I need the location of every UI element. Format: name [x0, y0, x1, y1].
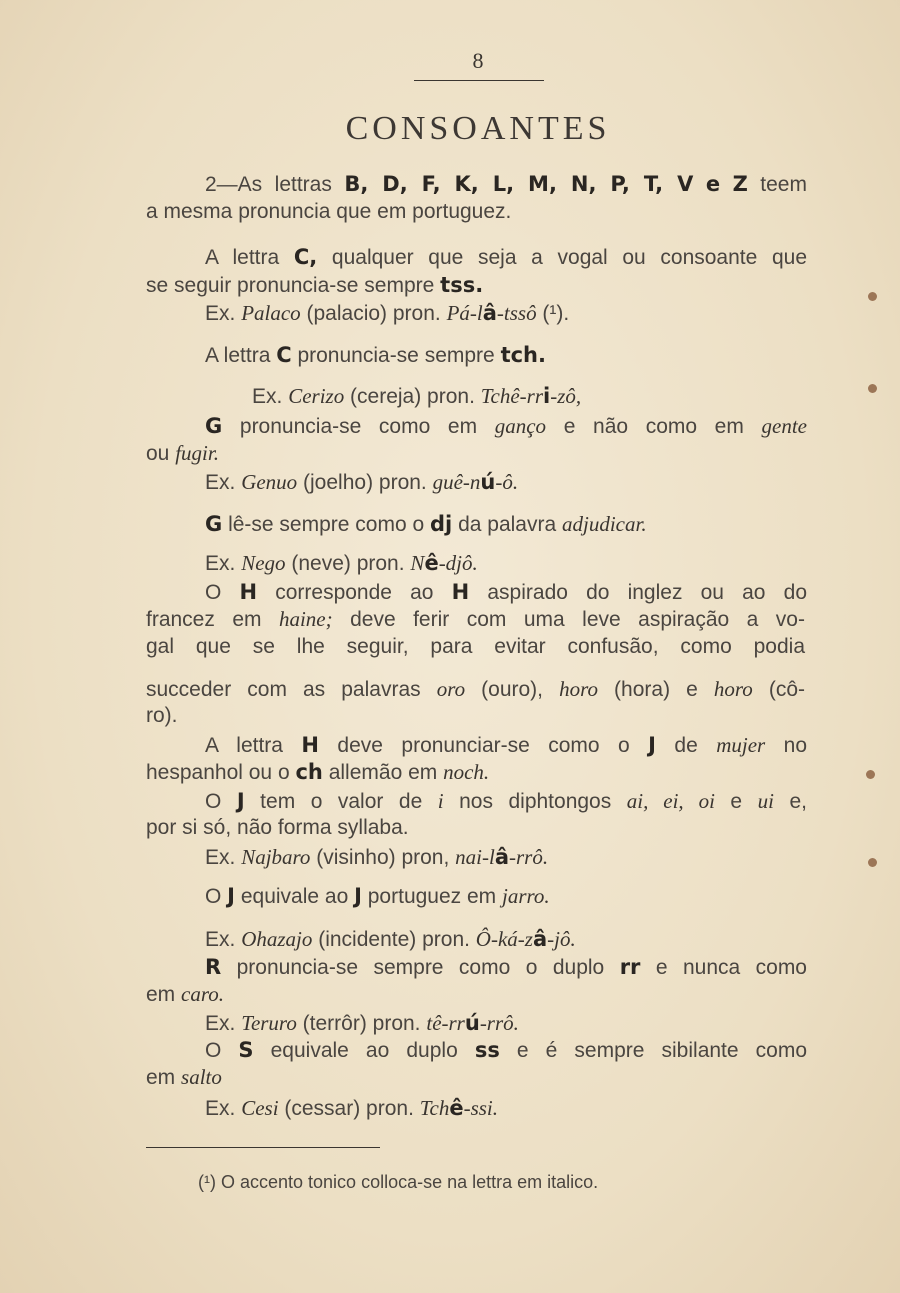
ink-spot	[868, 292, 877, 301]
text-run: Ex.	[205, 846, 242, 869]
text-run: portuguez em	[361, 885, 503, 908]
bold-letter: J	[227, 884, 235, 908]
text-run: (cô-	[752, 678, 806, 701]
text-run: nos diphtongos	[443, 790, 627, 813]
text-run: Ex.	[252, 385, 289, 408]
bold-letter: G	[205, 414, 223, 438]
italic-word: mujer	[716, 733, 766, 757]
text-run: equivale ao duplo	[253, 1039, 475, 1062]
italic-word: tê-rr	[426, 1011, 465, 1035]
text-line	[146, 982, 224, 1007]
text-line	[205, 927, 576, 952]
text-line	[146, 607, 805, 632]
italic-word: Tchê-rr	[480, 384, 543, 408]
italic-word: -jô.	[547, 927, 576, 951]
text-run: (ouro),	[465, 678, 560, 701]
text-run: ou	[146, 442, 176, 465]
text-run: pronuncia-se como em	[222, 415, 495, 438]
italic-word: Tch	[419, 1096, 450, 1120]
bold-letter: ú	[464, 1011, 480, 1035]
footnote: (¹) O accento tonico colloca-se na lettra em italico.	[198, 1172, 599, 1192]
bold-letter: â	[532, 927, 548, 951]
bold-letter: C	[276, 343, 292, 367]
italic-word: horo	[713, 677, 753, 701]
italic-word: Teruro	[241, 1011, 297, 1035]
bold-letter: J	[648, 733, 656, 757]
text-run: gal que se lhe seguir, para evitar confusão, como podia	[146, 635, 805, 658]
text-line	[205, 343, 546, 368]
bold-letter: ss	[474, 1038, 500, 1062]
bold-letter: tss.	[440, 273, 484, 297]
italic-word: ui	[757, 789, 774, 813]
text-line	[205, 470, 518, 495]
bold-letter: rr	[619, 955, 641, 979]
text-run: lê-se sempre como o	[222, 513, 430, 536]
italic-word: -ô.	[495, 470, 519, 494]
bold-letter: ú	[480, 470, 496, 494]
text-run: 2—As lettras	[205, 173, 345, 196]
bold-letter: Z	[732, 172, 748, 196]
text-run: allemão em	[322, 761, 444, 784]
bold-letter: S	[238, 1038, 254, 1062]
text-run	[693, 173, 705, 196]
text-run: pronuncia-se sempre	[291, 344, 501, 367]
italic-word: caro.	[181, 982, 224, 1006]
text-run: teem	[747, 173, 807, 196]
italic-word: -zô,	[550, 384, 582, 408]
bold-letter: R	[205, 955, 222, 979]
text-run: A lettra	[205, 734, 302, 757]
text-run: Ex.	[205, 1097, 242, 1120]
italic-word: Cerizo	[288, 384, 345, 408]
text-run: da palavra	[452, 513, 562, 536]
text-line	[205, 789, 807, 814]
text-run: em	[146, 1066, 182, 1089]
text-run	[720, 173, 732, 196]
text-line	[146, 200, 511, 224]
italic-word: Cesi	[241, 1096, 279, 1120]
text-run: corresponde ao	[257, 581, 452, 604]
bold-letter: ê	[449, 1096, 464, 1120]
italic-word: fugir.	[175, 441, 219, 465]
bold-letter: i	[543, 384, 551, 408]
italic-word: guê-n	[432, 470, 481, 494]
text-run: (cessar) pron.	[278, 1097, 420, 1120]
text-run: e nunca como	[640, 956, 807, 979]
italic-word: -rrô.	[509, 845, 549, 869]
italic-word: -tssô	[496, 301, 537, 325]
text-run: O	[205, 581, 240, 604]
text-run: e,	[773, 790, 807, 813]
italic-word: Nego	[241, 551, 286, 575]
text-line	[205, 512, 647, 537]
text-run: A lettra	[205, 246, 294, 269]
italic-word: adjudicar.	[561, 512, 647, 536]
italic-word: ai, ei, oi	[626, 789, 715, 813]
italic-word: horo	[559, 677, 598, 701]
bold-letter: J	[354, 884, 362, 908]
text-line	[205, 172, 807, 197]
italic-word: Ô-ká-z	[475, 927, 533, 951]
text-line	[146, 704, 178, 728]
text-run: a mesma pronuncia que em portuguez.	[146, 200, 512, 223]
text-line	[205, 1038, 807, 1063]
ink-spot	[866, 770, 875, 779]
text-run: se seguir pronuncia-se sempre	[146, 274, 441, 297]
text-line	[146, 635, 805, 659]
text-line	[146, 760, 489, 785]
text-line	[146, 816, 409, 840]
text-run: tem o valor de	[244, 790, 438, 813]
bold-letter: dj	[430, 512, 453, 536]
text-run: de	[655, 734, 717, 757]
italic-word: N	[410, 551, 425, 575]
italic-word: -ssi.	[463, 1096, 499, 1120]
italic-word: Pá-l	[446, 301, 483, 325]
section-title: CONSOANTES	[345, 110, 611, 147]
text-run: ro).	[146, 704, 178, 727]
text-line	[205, 884, 550, 909]
italic-word: gente	[761, 414, 807, 438]
text-run: (incidente) pron.	[312, 928, 476, 951]
text-run: (cereja) pron.	[344, 385, 481, 408]
bold-letter: â	[482, 301, 497, 325]
footnote-rule	[146, 1147, 380, 1148]
text-line	[205, 414, 807, 439]
text-run: qualquer que seja a vogal ou consoante que	[317, 246, 807, 269]
text-line	[205, 1096, 498, 1121]
italic-word: Palaco	[241, 301, 301, 325]
text-run: hespanhol ou o	[146, 761, 296, 784]
text-line	[146, 677, 805, 702]
italic-word: oro	[436, 677, 466, 701]
text-run: por si só, não forma syllaba.	[146, 816, 409, 839]
text-run: Ex.	[205, 552, 242, 575]
text-run: O	[205, 1039, 239, 1062]
text-line	[205, 551, 478, 576]
text-line	[146, 441, 219, 466]
text-line	[205, 845, 548, 870]
text-run: Ex.	[205, 471, 242, 494]
ink-spot	[868, 858, 877, 867]
text-run: (visinho) pron,	[310, 846, 456, 869]
text-run: aspirado do inglez ou ao do	[469, 581, 807, 604]
ink-spot	[868, 384, 877, 393]
text-line	[252, 384, 581, 409]
italic-word: Genuo	[241, 470, 298, 494]
text-run: (palacio) pron.	[300, 302, 447, 325]
italic-word: -rrô.	[479, 1011, 519, 1035]
bold-letter: H	[451, 580, 470, 604]
bold-letter: C,	[293, 245, 318, 269]
italic-word: haine;	[278, 607, 333, 631]
bold-letter: B, D, F, K, L, M, N, P, T, V	[344, 172, 694, 196]
text-run: francez em	[146, 608, 279, 631]
text-line	[205, 301, 569, 326]
text-run: e não como em	[546, 415, 762, 438]
italic-word: noch.	[443, 760, 490, 784]
text-run: succeder com as palavras	[146, 678, 437, 701]
text-line	[146, 273, 483, 298]
text-run: no	[765, 734, 807, 757]
text-run: (joelho) pron.	[297, 471, 433, 494]
text-run: Ex.	[205, 1012, 242, 1035]
italic-word: ganço	[494, 414, 547, 438]
text-run: e é sempre sibilante como	[499, 1039, 807, 1062]
text-run: (hora) e	[597, 678, 714, 701]
italic-word: Ohazajo	[241, 927, 313, 951]
text-line	[205, 245, 807, 270]
italic-word: i	[437, 789, 444, 813]
bold-letter: G	[205, 512, 223, 536]
text-run: (¹).	[536, 302, 570, 325]
text-line	[205, 580, 807, 605]
header-rule	[414, 80, 544, 81]
text-run: Ex.	[205, 302, 242, 325]
text-line	[205, 733, 807, 758]
text-run: pronuncia-se sempre como o duplo	[221, 956, 620, 979]
bold-letter: H	[301, 733, 319, 757]
text-line	[205, 955, 807, 980]
text-run: deve pronunciar-se como o	[318, 734, 649, 757]
page-number: 8	[472, 48, 484, 73]
text-run: A lettra	[205, 344, 277, 367]
bold-letter: ch	[295, 760, 323, 784]
bold-letter: e	[705, 172, 721, 196]
text-run: equivale ao	[235, 885, 355, 908]
italic-word: Najbaro	[241, 845, 311, 869]
text-run: O	[205, 885, 228, 908]
text-run: deve ferir com uma leve aspiração a vo-	[332, 608, 805, 631]
text-line	[146, 1065, 222, 1090]
text-run: em	[146, 983, 182, 1006]
italic-word: jarro.	[502, 884, 550, 908]
text-run: (terrôr) pron.	[296, 1012, 427, 1035]
bold-letter: J	[236, 789, 245, 813]
italic-word: nai-l	[455, 845, 495, 869]
bold-letter: â	[494, 845, 509, 869]
bold-letter: tch.	[500, 343, 546, 367]
text-run: O	[205, 790, 237, 813]
text-run: (neve) pron.	[285, 552, 411, 575]
text-run: Ex.	[205, 928, 242, 951]
bold-letter: ê	[424, 551, 439, 575]
italic-word: -djô.	[438, 551, 478, 575]
text-run: e	[714, 790, 758, 813]
italic-word: salto	[181, 1065, 222, 1089]
bold-letter: H	[239, 580, 258, 604]
text-line	[205, 1011, 519, 1036]
